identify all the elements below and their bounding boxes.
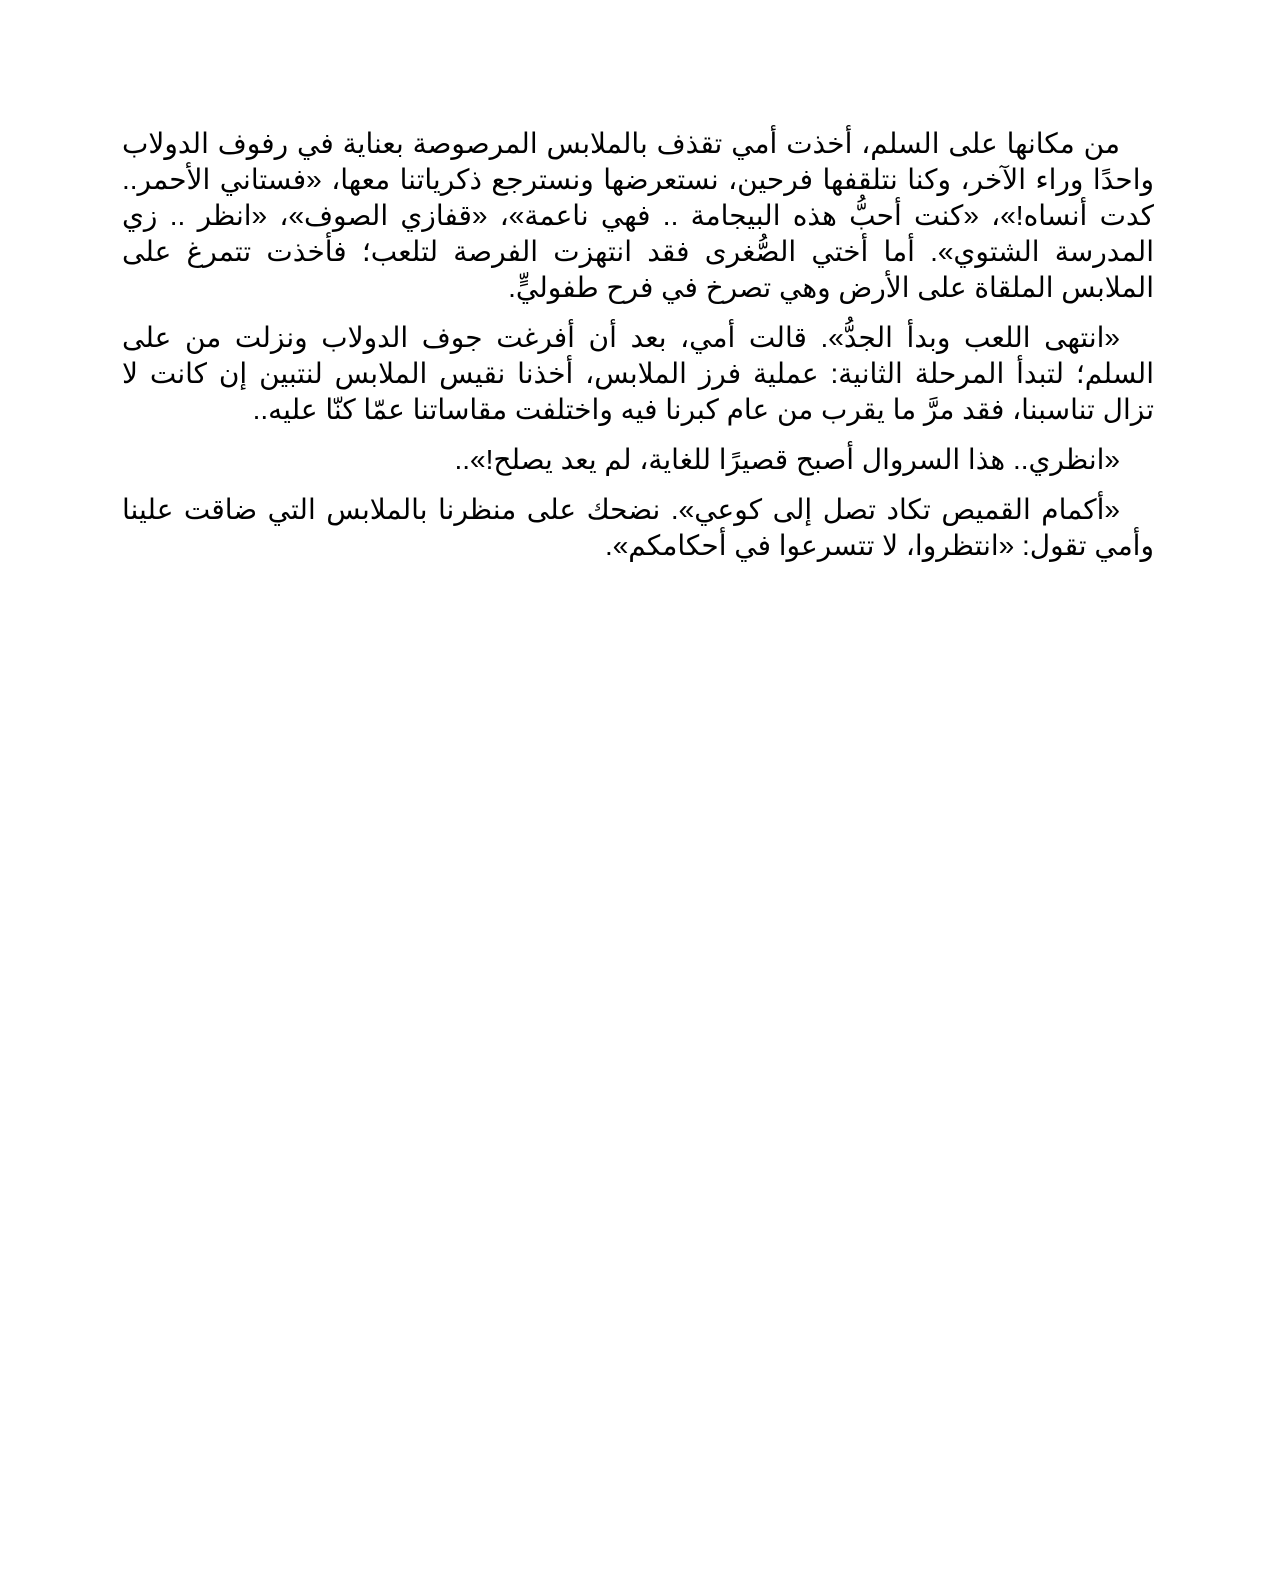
paragraph-sorting-clothes: «انتهى اللعب وبدأ الجدُّ». قالت أمي، بعد أن أفرغت جوف الدولاب ونزلت من على السلم؛ لتبدأ المرحلة الثانية: عملية فرز الملابس، أخذنا نقيس الملابس لنتبين إن كانت لا تزال تناسبنا، فقد مرَّ ما يقرب من عام كبرنا فيه واختلفت مقاساتنا عمّا كنّا عليه.. bbox=[122, 322, 1154, 425]
paragraph-shirt-sleeves: «أكمام القميص تكاد تصل إلى كوعي». نضحك على منظرنا بالملابس التي ضاقت علينا وأمي تقول: «انتظروا، لا تتسرعوا في أحكامكم». bbox=[122, 494, 1154, 561]
paragraph-short-trousers: «انظري.. هذا السروال أصبح قصيرًا للغاية، لم يعد يصلح!».. bbox=[454, 444, 1120, 475]
document-page bbox=[122, 126, 1154, 578]
paragraph-closet-unpacking: من مكانها على السلم، أخذت أمي تقذف بالملابس المرصوصة بعناية في رفوف الدولاب واحدًا وراء الآخر، وكنا نتلقفها فرحين، نستعرضها ونسترجع ذكرياتنا معها، «فستاني الأحمر.. كدت أنساه!»، «كنت أحبُّ هذه البيجامة .. فهي ناعمة»، «قفازي الصوف»، «انظر .. زي المدرسة الشتوي». أما أختي الصُّغرى فقد انتهزت الفرصة لتلعب؛ فأخذت تتمرغ على الملابس الملقاة على الأرض وهي تصرخ في فرح طفوليٍّ. bbox=[122, 128, 1154, 303]
